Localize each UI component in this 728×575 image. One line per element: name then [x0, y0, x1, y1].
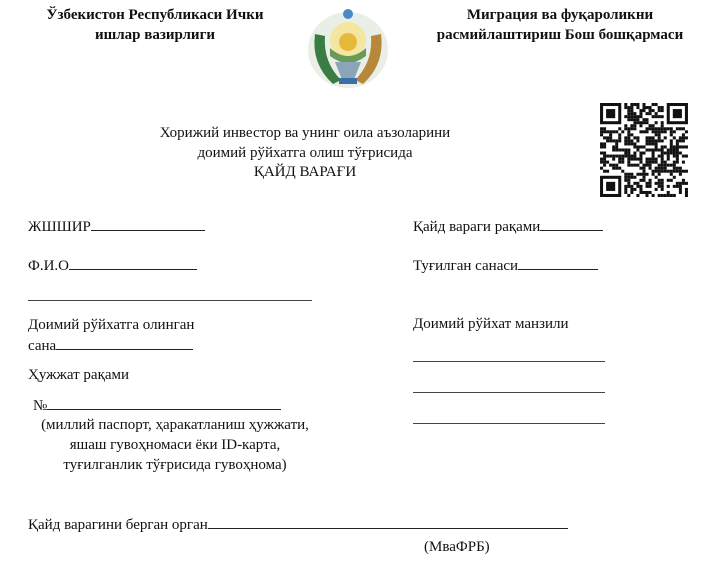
- doc-number-field[interactable]: [33, 395, 281, 415]
- header-right: [415, 6, 705, 44]
- fio-field[interactable]: [28, 255, 197, 275]
- doc-number-label: Ҳужжат рақами: [28, 367, 130, 383]
- document-title: [130, 124, 480, 183]
- address-line[interactable]: [413, 423, 605, 424]
- header-right-line: Миграция ва фуқароликни: [466, 7, 654, 23]
- doc-note-line: яшаш гувоҳномаси ёки ID-карта,: [69, 437, 281, 453]
- fio-label: Ф.И.О: [28, 258, 70, 274]
- doc-note-line: (миллий паспорт, ҳаракатланиш ҳужжати,: [41, 417, 309, 433]
- title-heading: ҚАЙД ВАРАҒИ: [253, 164, 357, 180]
- birth-date-field[interactable]: [413, 255, 598, 275]
- card-number-field[interactable]: [413, 216, 603, 236]
- reg-date-label: Доимий рўйхатга олинган: [28, 317, 195, 333]
- reg-date-field[interactable]: [28, 315, 194, 356]
- doc-note-line: туғилганлик тўғрисида гувоҳнома): [63, 457, 287, 473]
- fio-continuation-line[interactable]: [28, 300, 312, 301]
- state-emblem-icon: [303, 4, 393, 90]
- birth-date-label: Туғилган санаси: [413, 258, 519, 274]
- issuer-field[interactable]: [28, 514, 568, 534]
- card-number-label: Қайд вараги рақами: [413, 219, 541, 235]
- header-right-line: расмийлаштириш Бош бошқармаси: [436, 27, 684, 43]
- header-left: [20, 6, 290, 44]
- title-line: доимий рўйхатга олиш тўғрисида: [197, 144, 413, 161]
- issuer-note: (МваФРБ): [424, 539, 490, 555]
- header-left-line: Ўзбекистон Республикаси Ички: [46, 7, 264, 23]
- address-line[interactable]: [413, 392, 605, 393]
- reg-date-label-2: сана: [28, 338, 57, 354]
- number-sign: №: [33, 398, 48, 414]
- qr-code-icon: [600, 103, 688, 197]
- title-line: Хорижий инвестор ва унинг оила аъзоларини: [159, 125, 451, 141]
- address-line[interactable]: [413, 361, 605, 362]
- doc-note: [20, 415, 330, 475]
- header-left-line: ишлар вазирлиги: [94, 27, 216, 43]
- address-label: Доимий рўйхат манзили: [413, 316, 569, 332]
- jshshir-field[interactable]: [28, 216, 205, 236]
- jshshir-label: ЖШШИР: [28, 219, 91, 235]
- issuer-label: Қайд варагини берган орган: [28, 517, 208, 533]
